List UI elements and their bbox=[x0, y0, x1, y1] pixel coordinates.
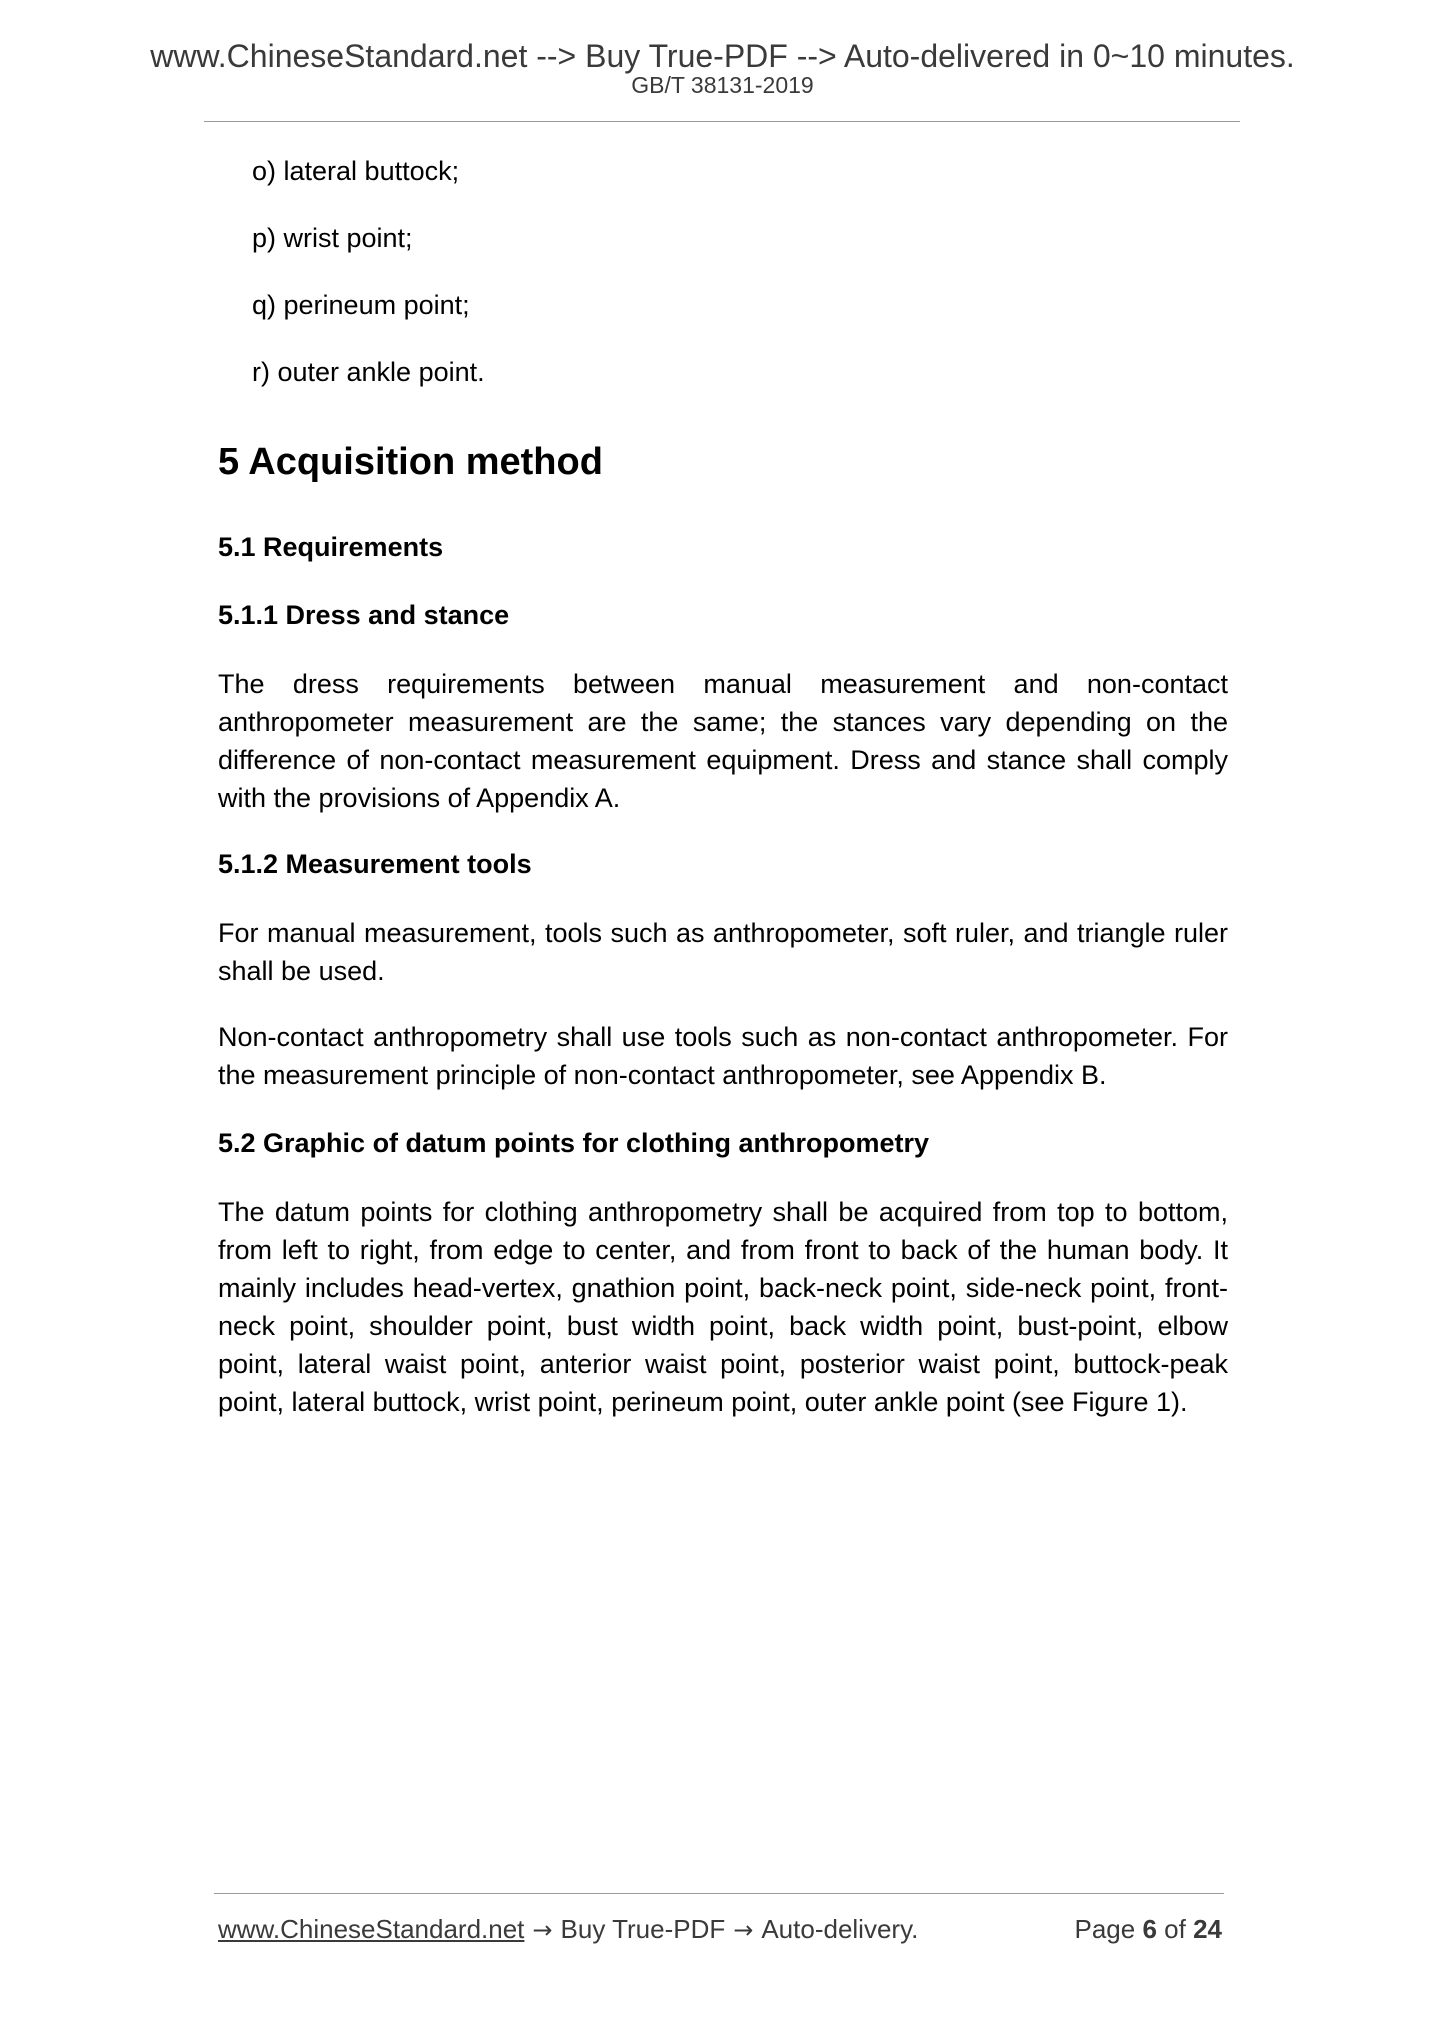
section-5-2-paragraph: The datum points for clothing anthropometry shall be acquired from top to bottom, from left to right, from edge to center, and from front to back of the human body. It mainly includes head-vertex, gnathion point, back-neck point, side-neck point, front-neck point, shoulder point, bust width point, back width point, bust-point, elbow point, lateral waist point, anterior waist point, posterior waist point, buttock-peak point, lateral buttock, wrist point, perineum point, outer ankle point (see Figure 1). bbox=[218, 1197, 1228, 1417]
page-total: 24 bbox=[1193, 1914, 1222, 1944]
section-5-1-1-paragraph: The dress requirements between manual measurement and non-contact anthropometer measurement are the same; the stances vary depending on the difference of non-contact measurement equipment. Dress and stance shall comply with the provisions of Appendix A. bbox=[218, 669, 1228, 813]
header-divider bbox=[204, 121, 1240, 122]
list-item: q) perineum point; bbox=[252, 290, 470, 320]
list-item: r) outer ankle point. bbox=[252, 357, 485, 387]
page-label: Page bbox=[1074, 1914, 1136, 1944]
page-indicator bbox=[1074, 1912, 1222, 1946]
section-5-2-heading: 5.2 Graphic of datum points for clothing anthropometry bbox=[218, 1128, 930, 1158]
page-current: 6 bbox=[1142, 1914, 1157, 1944]
section-5-heading: 5 Acquisition method bbox=[218, 441, 603, 483]
list-item: p) wrist point; bbox=[252, 223, 413, 253]
footer-website-link[interactable]: www.ChineseStandard.net bbox=[218, 1914, 525, 1944]
right-arrow-icon: → bbox=[733, 1916, 754, 1944]
section-5-1-2-paragraph-2: Non-contact anthropometry shall use tools such as non-contact anthropometer. For the measurement principle of non-contact anthropometer, see Appendix B. bbox=[218, 1022, 1228, 1090]
section-5-1-heading: 5.1 Requirements bbox=[218, 532, 444, 562]
footer-delivery-text: Auto-delivery. bbox=[761, 1914, 919, 1944]
footer-buy-text: Buy True-PDF bbox=[560, 1914, 726, 1944]
right-arrow-icon: → bbox=[532, 1916, 553, 1944]
document-number: GB/T 38131-2019 bbox=[631, 72, 814, 98]
footer-promo bbox=[218, 1912, 918, 1947]
section-5-1-2-paragraph-1: For manual measurement, tools such as anthropometer, soft ruler, and triangle ruler shall be used. bbox=[218, 918, 1228, 986]
page-of: of bbox=[1164, 1914, 1186, 1944]
header-banner: www.ChineseStandard.net --> Buy True-PDF --> Auto-delivered in 0~10 minutes. bbox=[150, 38, 1295, 74]
footer-divider bbox=[214, 1893, 1224, 1894]
page-footer bbox=[218, 1912, 1222, 1946]
section-5-1-1-heading: 5.1.1 Dress and stance bbox=[218, 600, 510, 630]
section-5-1-2-heading: 5.1.2 Measurement tools bbox=[218, 849, 532, 879]
list-item: o) lateral buttock; bbox=[252, 156, 460, 186]
